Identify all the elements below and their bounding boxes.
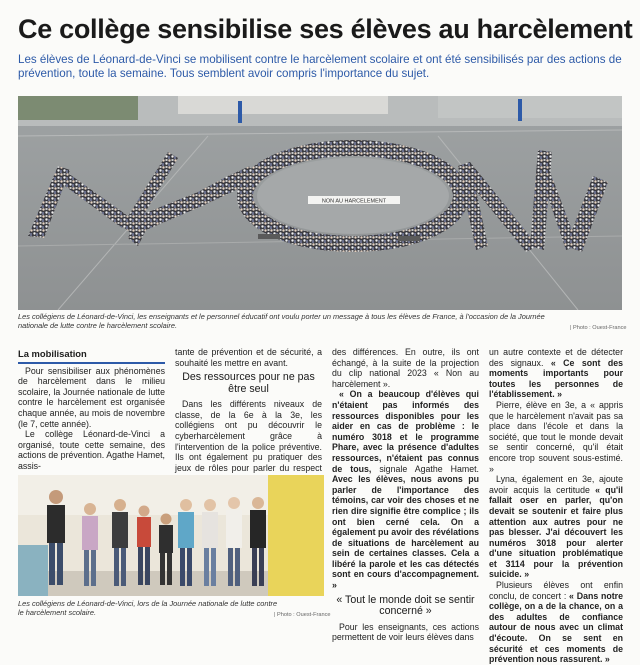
column-4-paragraph-3 bbox=[489, 474, 623, 580]
column-1-paragraph-2: Le collège Léonard-de-Vinci a organisé, toute cette semaine, des actions de prévention. Agathe Hamet, assis- bbox=[18, 429, 165, 471]
hero-credit: | Photo : Ouest-France bbox=[570, 325, 627, 331]
hero-banner-text: NON AU HARCELEMENT bbox=[321, 198, 387, 205]
column-4-quote-4: « Dans notre collège, on a de la chance, on a des adultes de confiance autour de nous avec un climat d'écoute. On se sent en sécurité et ces moments de prévention nous rassurent. » bbox=[489, 590, 623, 665]
column-2-paragraph-2: Dans les différents niveaux de classe, de la 6e à la 3e, les collégiens ont pu découvrir le cyberharcèlement grâce à l'intervention de la police préventive. Ils ont également pu pratiquer des jeux de rôles pour parler du respect bbox=[175, 399, 322, 473]
article-standfirst: Les élèves de Léonard-de-Vinci se mobilisent contre le harcèlement scolaire et ont été sensibilisés par des actions de prévention, toute la semaine. Tous semblent avoir compris l'importance du sujet. bbox=[18, 53, 622, 80]
hero-photo-illustration bbox=[18, 96, 622, 310]
group-photo-caption: Les collégiens de Léonard-de-Vinci, lors de la Journée nationale de lutte contre le harcèlement scolaire. bbox=[18, 599, 278, 617]
column-4-paragraph-2: Pierre, élève en 3e, a « appris que le harcèlement n'avait pas sa place dans l'école et dans la société, que tout le monde devait se sentir concerné, qu'il était encore trop souvent sous-estimé. » bbox=[489, 399, 623, 474]
column-4-quote-1: « Ce sont des moments importants pour toutes les personnes de l'établissement. » bbox=[489, 357, 623, 400]
column-4-paragraph-4 bbox=[489, 580, 623, 665]
column-1-paragraph-1: Pour sensibiliser aux phénomènes de harcèlement dans le milieu scolaire, la Journée nationale de lutte contre le harcèlement est organisée chaque année, au mois de novembre (le 7, cette année). bbox=[18, 365, 165, 429]
column-3-paragraph-2 bbox=[332, 389, 479, 590]
column-3-subheading: « Tout le monde doit se sentir concerné » bbox=[336, 593, 475, 618]
column-3-paragraph-1: des différences. En outre, ils ont échangé, à la suite de la projection du clip national 2023 « Non au harcèlement ». bbox=[332, 347, 479, 389]
column-3-quote-2: Avec les élèves, nous avons pu parler de l'importance des témoins, car voir des choses et ne rien dire signifie être complice ; ils ont bien cerné cela. On a également pu avoir des révélations de situations de harcèlement au sein de certaines classes. Cela a libéré la parole et les cas détectés sont en cours d'accompagnement. » bbox=[332, 474, 479, 591]
column-3-quote-1: « On a beaucoup d'élèves qui n'étaient pas informés des ressources disponibles pour les aider en cas de problème : le numéro 3018 et le programme Phare, avec la présence d'adultes ressources, n'étaient pas connus de tous, bbox=[332, 389, 479, 474]
column-4 bbox=[489, 347, 623, 665]
column-4-paragraph-1 bbox=[489, 347, 623, 400]
section-title: La mobilisation bbox=[18, 349, 165, 364]
group-photo bbox=[18, 475, 324, 596]
hero-photo bbox=[18, 96, 622, 310]
hero-caption: Les collégiens de Léonard-de-Vinci, les enseignants et le personnel éducatif ont voulu porter un message à tous les élèves de France, à l'occasion de la Journée nationale de lutte contre le harcèlement scolaire. bbox=[18, 312, 545, 330]
column-4-quote-3: « qu'il fallait oser en parler, qu'on devait se soutenir et faire plus attention aux autres pour ne pas blesser. J'ai découvert les numéros 3018 pour alerter d'une situation problématique et 3114 pour la prévention suicide. » bbox=[489, 484, 623, 580]
column-2-subheading: Des ressources pour ne pas être seul bbox=[182, 371, 315, 395]
column-1 bbox=[18, 349, 165, 472]
column-3 bbox=[332, 347, 479, 643]
group-photo-illustration bbox=[18, 475, 324, 596]
column-3-paragraph-3: Pour les enseignants, ces actions permettent de voir leurs élèves dans bbox=[332, 621, 479, 643]
article-headline: Ce collège sensibilise ses élèves au harcèlement bbox=[18, 14, 633, 44]
column-4-text-3: Lyna, également en 3e, ajoute avoir acquis la certitude bbox=[489, 474, 623, 495]
group-photo-credit: | Photo : Ouest-France bbox=[274, 612, 331, 618]
column-4-text-4: Plusieurs élèves ont enfin conclu, de concert : bbox=[489, 580, 623, 601]
column-2 bbox=[175, 347, 322, 484]
column-2-paragraph-1: tante de prévention et de sécurité, a souhaité les mettre en avant. bbox=[175, 347, 322, 368]
column-4-text-1: un autre contexte et de détecter des signaux. bbox=[489, 347, 623, 368]
column-3-attribution: signale Agathe Hamet. bbox=[371, 463, 479, 474]
